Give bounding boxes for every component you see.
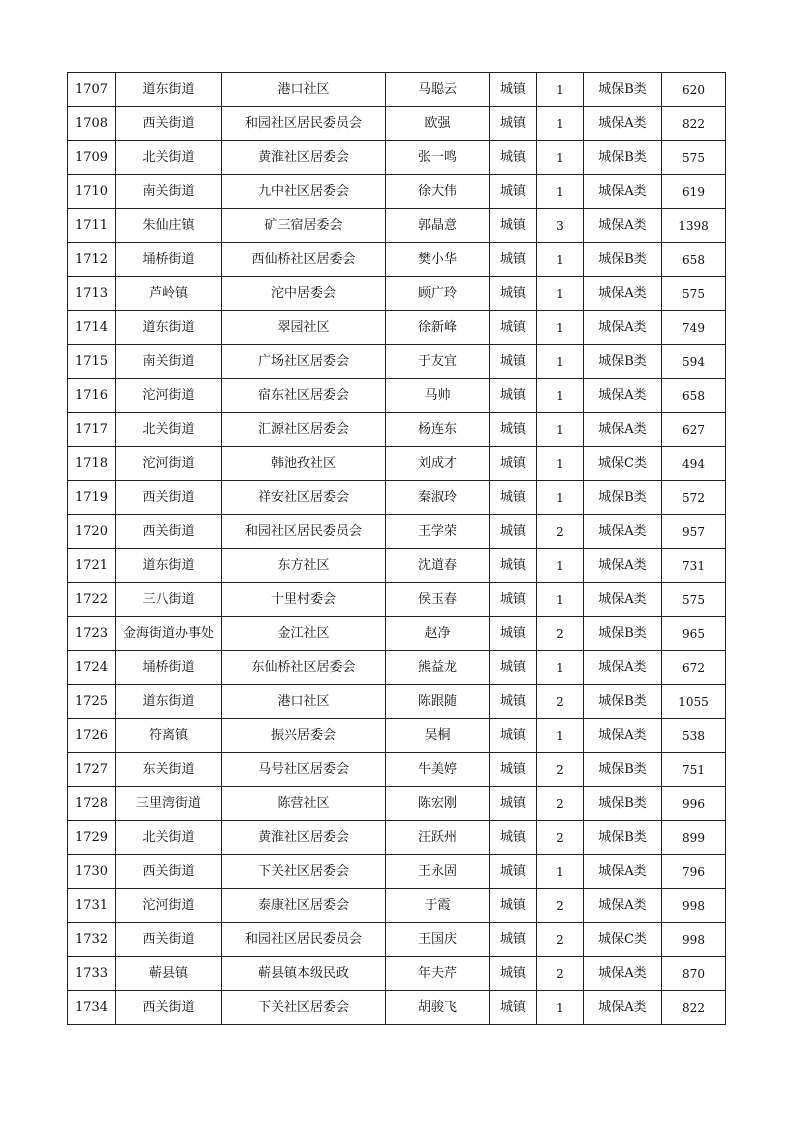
- row-id-cell: 1729: [68, 821, 116, 855]
- street-cell: 道东街道: [116, 549, 222, 583]
- category-cell: 城保B类: [584, 243, 662, 277]
- amount-cell: 965: [662, 617, 726, 651]
- category-cell: 城保A类: [584, 583, 662, 617]
- category-cell: 城保A类: [584, 277, 662, 311]
- community-cell: 祥安社区居委会: [222, 481, 386, 515]
- household-count-cell: 2: [537, 821, 584, 855]
- area-type-cell: 城镇: [490, 107, 537, 141]
- community-cell: 西仙桥社区居委会: [222, 243, 386, 277]
- community-cell: 翠园社区: [222, 311, 386, 345]
- table-row: [68, 855, 726, 889]
- household-count-cell: 2: [537, 617, 584, 651]
- household-count-cell: 2: [537, 787, 584, 821]
- household-count-cell: 2: [537, 889, 584, 923]
- area-type-cell: 城镇: [490, 719, 537, 753]
- table-row: [68, 141, 726, 175]
- street-cell: 北关街道: [116, 413, 222, 447]
- row-id-cell: 1726: [68, 719, 116, 753]
- amount-cell: 572: [662, 481, 726, 515]
- street-cell: 芦岭镇: [116, 277, 222, 311]
- table-row: [68, 447, 726, 481]
- amount-cell: 731: [662, 549, 726, 583]
- category-cell: 城保B类: [584, 821, 662, 855]
- person-name-cell: 于霞: [386, 889, 490, 923]
- row-id-cell: 1716: [68, 379, 116, 413]
- person-name-cell: 郭晶意: [386, 209, 490, 243]
- row-id-cell: 1722: [68, 583, 116, 617]
- table-row: [68, 889, 726, 923]
- household-count-cell: 2: [537, 923, 584, 957]
- row-id-cell: 1708: [68, 107, 116, 141]
- street-cell: 西关街道: [116, 855, 222, 889]
- area-type-cell: 城镇: [490, 175, 537, 209]
- community-cell: 陈营社区: [222, 787, 386, 821]
- row-id-cell: 1713: [68, 277, 116, 311]
- relief-roster-table: [67, 72, 726, 1025]
- area-type-cell: 城镇: [490, 583, 537, 617]
- community-cell: 下关社区居委会: [222, 991, 386, 1025]
- row-id-cell: 1715: [68, 345, 116, 379]
- row-id-cell: 1731: [68, 889, 116, 923]
- area-type-cell: 城镇: [490, 549, 537, 583]
- area-type-cell: 城镇: [490, 651, 537, 685]
- amount-cell: 998: [662, 923, 726, 957]
- household-count-cell: 2: [537, 957, 584, 991]
- street-cell: 沱河街道: [116, 379, 222, 413]
- table-row: [68, 311, 726, 345]
- category-cell: 城保A类: [584, 175, 662, 209]
- amount-cell: 575: [662, 277, 726, 311]
- street-cell: 埇桥街道: [116, 651, 222, 685]
- amount-cell: 672: [662, 651, 726, 685]
- row-id-cell: 1707: [68, 73, 116, 107]
- amount-cell: 870: [662, 957, 726, 991]
- person-name-cell: 熊益龙: [386, 651, 490, 685]
- amount-cell: 620: [662, 73, 726, 107]
- household-count-cell: 1: [537, 583, 584, 617]
- amount-cell: 627: [662, 413, 726, 447]
- area-type-cell: 城镇: [490, 243, 537, 277]
- table-row: [68, 379, 726, 413]
- category-cell: 城保A类: [584, 515, 662, 549]
- household-count-cell: 1: [537, 413, 584, 447]
- street-cell: 西关街道: [116, 923, 222, 957]
- household-count-cell: 2: [537, 753, 584, 787]
- amount-cell: 751: [662, 753, 726, 787]
- category-cell: 城保B类: [584, 617, 662, 651]
- street-cell: 道东街道: [116, 73, 222, 107]
- row-id-cell: 1709: [68, 141, 116, 175]
- area-type-cell: 城镇: [490, 345, 537, 379]
- community-cell: 宿东社区居委会: [222, 379, 386, 413]
- table-row: [68, 549, 726, 583]
- person-name-cell: 顾广玲: [386, 277, 490, 311]
- household-count-cell: 1: [537, 719, 584, 753]
- category-cell: 城保B类: [584, 685, 662, 719]
- community-cell: 九中社区居委会: [222, 175, 386, 209]
- person-name-cell: 于友宜: [386, 345, 490, 379]
- community-cell: 下关社区居委会: [222, 855, 386, 889]
- row-id-cell: 1732: [68, 923, 116, 957]
- community-cell: 东方社区: [222, 549, 386, 583]
- amount-cell: 899: [662, 821, 726, 855]
- row-id-cell: 1714: [68, 311, 116, 345]
- community-cell: 黄淮社区居委会: [222, 141, 386, 175]
- row-id-cell: 1734: [68, 991, 116, 1025]
- person-name-cell: 陈宏刚: [386, 787, 490, 821]
- community-cell: 韩池孜社区: [222, 447, 386, 481]
- table-row: [68, 209, 726, 243]
- amount-cell: 822: [662, 991, 726, 1025]
- household-count-cell: 2: [537, 515, 584, 549]
- household-count-cell: 3: [537, 209, 584, 243]
- person-name-cell: 徐大伟: [386, 175, 490, 209]
- household-count-cell: 1: [537, 379, 584, 413]
- household-count-cell: 1: [537, 73, 584, 107]
- table-row: [68, 277, 726, 311]
- row-id-cell: 1728: [68, 787, 116, 821]
- street-cell: 朱仙庄镇: [116, 209, 222, 243]
- table-row: [68, 243, 726, 277]
- area-type-cell: 城镇: [490, 481, 537, 515]
- area-type-cell: 城镇: [490, 73, 537, 107]
- community-cell: 港口社区: [222, 685, 386, 719]
- street-cell: 沱河街道: [116, 447, 222, 481]
- area-type-cell: 城镇: [490, 685, 537, 719]
- community-cell: 港口社区: [222, 73, 386, 107]
- community-cell: 和园社区居民委员会: [222, 923, 386, 957]
- row-id-cell: 1720: [68, 515, 116, 549]
- community-cell: 东仙桥社区居委会: [222, 651, 386, 685]
- category-cell: 城保A类: [584, 413, 662, 447]
- amount-cell: 619: [662, 175, 726, 209]
- area-type-cell: 城镇: [490, 957, 537, 991]
- street-cell: 南关街道: [116, 345, 222, 379]
- amount-cell: 1055: [662, 685, 726, 719]
- category-cell: 城保C类: [584, 447, 662, 481]
- person-name-cell: 秦淑玲: [386, 481, 490, 515]
- area-type-cell: 城镇: [490, 379, 537, 413]
- person-name-cell: 王国庆: [386, 923, 490, 957]
- row-id-cell: 1718: [68, 447, 116, 481]
- person-name-cell: 欧强: [386, 107, 490, 141]
- category-cell: 城保A类: [584, 311, 662, 345]
- row-id-cell: 1733: [68, 957, 116, 991]
- community-cell: 矿三宿居委会: [222, 209, 386, 243]
- table-row: [68, 685, 726, 719]
- street-cell: 东关街道: [116, 753, 222, 787]
- amount-cell: 957: [662, 515, 726, 549]
- household-count-cell: 1: [537, 311, 584, 345]
- area-type-cell: 城镇: [490, 991, 537, 1025]
- category-cell: 城保B类: [584, 787, 662, 821]
- amount-cell: 575: [662, 583, 726, 617]
- category-cell: 城保B类: [584, 345, 662, 379]
- table-row: [68, 481, 726, 515]
- row-id-cell: 1717: [68, 413, 116, 447]
- street-cell: 埇桥街道: [116, 243, 222, 277]
- amount-cell: 998: [662, 889, 726, 923]
- person-name-cell: 王学荣: [386, 515, 490, 549]
- street-cell: 道东街道: [116, 311, 222, 345]
- amount-cell: 538: [662, 719, 726, 753]
- table-row: [68, 617, 726, 651]
- household-count-cell: 1: [537, 277, 584, 311]
- area-type-cell: 城镇: [490, 821, 537, 855]
- area-type-cell: 城镇: [490, 855, 537, 889]
- street-cell: 西关街道: [116, 481, 222, 515]
- row-id-cell: 1721: [68, 549, 116, 583]
- person-name-cell: 马帅: [386, 379, 490, 413]
- community-cell: 沱中居委会: [222, 277, 386, 311]
- community-cell: 十里村委会: [222, 583, 386, 617]
- category-cell: 城保A类: [584, 379, 662, 413]
- person-name-cell: 汪跃州: [386, 821, 490, 855]
- category-cell: 城保B类: [584, 141, 662, 175]
- person-name-cell: 吴桐: [386, 719, 490, 753]
- street-cell: 三里湾街道: [116, 787, 222, 821]
- person-name-cell: 马聪云: [386, 73, 490, 107]
- person-name-cell: 年夫芹: [386, 957, 490, 991]
- community-cell: 金江社区: [222, 617, 386, 651]
- table-row: [68, 583, 726, 617]
- person-name-cell: 胡骏飞: [386, 991, 490, 1025]
- table-row: [68, 73, 726, 107]
- household-count-cell: 1: [537, 481, 584, 515]
- street-cell: 金海街道办事处: [116, 617, 222, 651]
- community-cell: 泰康社区居委会: [222, 889, 386, 923]
- category-cell: 城保B类: [584, 481, 662, 515]
- area-type-cell: 城镇: [490, 753, 537, 787]
- street-cell: 道东街道: [116, 685, 222, 719]
- household-count-cell: 1: [537, 447, 584, 481]
- category-cell: 城保A类: [584, 651, 662, 685]
- street-cell: 北关街道: [116, 821, 222, 855]
- area-type-cell: 城镇: [490, 515, 537, 549]
- amount-cell: 575: [662, 141, 726, 175]
- row-id-cell: 1725: [68, 685, 116, 719]
- household-count-cell: 1: [537, 243, 584, 277]
- community-cell: 汇源社区居委会: [222, 413, 386, 447]
- amount-cell: 1398: [662, 209, 726, 243]
- area-type-cell: 城镇: [490, 141, 537, 175]
- community-cell: 黄淮社区居委会: [222, 821, 386, 855]
- category-cell: 城保A类: [584, 991, 662, 1025]
- person-name-cell: 赵净: [386, 617, 490, 651]
- category-cell: 城保A类: [584, 549, 662, 583]
- household-count-cell: 2: [537, 685, 584, 719]
- category-cell: 城保A类: [584, 107, 662, 141]
- table-row: [68, 957, 726, 991]
- area-type-cell: 城镇: [490, 889, 537, 923]
- area-type-cell: 城镇: [490, 617, 537, 651]
- amount-cell: 594: [662, 345, 726, 379]
- person-name-cell: 刘成才: [386, 447, 490, 481]
- person-name-cell: 樊小华: [386, 243, 490, 277]
- household-count-cell: 1: [537, 651, 584, 685]
- street-cell: 北关街道: [116, 141, 222, 175]
- category-cell: 城保A类: [584, 855, 662, 889]
- area-type-cell: 城镇: [490, 787, 537, 821]
- table-row: [68, 175, 726, 209]
- household-count-cell: 1: [537, 107, 584, 141]
- person-name-cell: 沈道春: [386, 549, 490, 583]
- table-row: [68, 107, 726, 141]
- street-cell: 符离镇: [116, 719, 222, 753]
- community-cell: 广场社区居委会: [222, 345, 386, 379]
- amount-cell: 996: [662, 787, 726, 821]
- street-cell: 蕲县镇: [116, 957, 222, 991]
- category-cell: 城保C类: [584, 923, 662, 957]
- amount-cell: 822: [662, 107, 726, 141]
- row-id-cell: 1712: [68, 243, 116, 277]
- household-count-cell: 1: [537, 345, 584, 379]
- table-row: [68, 345, 726, 379]
- street-cell: 三八街道: [116, 583, 222, 617]
- street-cell: 西关街道: [116, 515, 222, 549]
- area-type-cell: 城镇: [490, 923, 537, 957]
- household-count-cell: 1: [537, 141, 584, 175]
- table-row: [68, 821, 726, 855]
- household-count-cell: 1: [537, 175, 584, 209]
- table-row: [68, 753, 726, 787]
- person-name-cell: 张一鸣: [386, 141, 490, 175]
- row-id-cell: 1723: [68, 617, 116, 651]
- table-row: [68, 515, 726, 549]
- street-cell: 沱河街道: [116, 889, 222, 923]
- street-cell: 西关街道: [116, 107, 222, 141]
- person-name-cell: 牛美婷: [386, 753, 490, 787]
- row-id-cell: 1719: [68, 481, 116, 515]
- household-count-cell: 1: [537, 855, 584, 889]
- community-cell: 振兴居委会: [222, 719, 386, 753]
- person-name-cell: 杨连东: [386, 413, 490, 447]
- category-cell: 城保A类: [584, 719, 662, 753]
- area-type-cell: 城镇: [490, 413, 537, 447]
- table-row: [68, 787, 726, 821]
- community-cell: 蕲县镇本级民政: [222, 957, 386, 991]
- person-name-cell: 侯玉春: [386, 583, 490, 617]
- street-cell: 西关街道: [116, 991, 222, 1025]
- area-type-cell: 城镇: [490, 311, 537, 345]
- row-id-cell: 1730: [68, 855, 116, 889]
- table-row: [68, 413, 726, 447]
- row-id-cell: 1711: [68, 209, 116, 243]
- table-row: [68, 923, 726, 957]
- person-name-cell: 徐新峰: [386, 311, 490, 345]
- amount-cell: 749: [662, 311, 726, 345]
- row-id-cell: 1727: [68, 753, 116, 787]
- household-count-cell: 1: [537, 991, 584, 1025]
- area-type-cell: 城镇: [490, 209, 537, 243]
- category-cell: 城保B类: [584, 73, 662, 107]
- person-name-cell: 陈跟随: [386, 685, 490, 719]
- amount-cell: 658: [662, 379, 726, 413]
- table-row: [68, 991, 726, 1025]
- category-cell: 城保B类: [584, 753, 662, 787]
- table-row: [68, 651, 726, 685]
- area-type-cell: 城镇: [490, 447, 537, 481]
- household-count-cell: 1: [537, 549, 584, 583]
- category-cell: 城保A类: [584, 957, 662, 991]
- community-cell: 马号社区居委会: [222, 753, 386, 787]
- area-type-cell: 城镇: [490, 277, 537, 311]
- category-cell: 城保A类: [584, 209, 662, 243]
- amount-cell: 494: [662, 447, 726, 481]
- person-name-cell: 王永固: [386, 855, 490, 889]
- category-cell: 城保A类: [584, 889, 662, 923]
- amount-cell: 796: [662, 855, 726, 889]
- community-cell: 和园社区居民委员会: [222, 515, 386, 549]
- amount-cell: 658: [662, 243, 726, 277]
- row-id-cell: 1724: [68, 651, 116, 685]
- street-cell: 南关街道: [116, 175, 222, 209]
- table-row: [68, 719, 726, 753]
- community-cell: 和园社区居民委员会: [222, 107, 386, 141]
- row-id-cell: 1710: [68, 175, 116, 209]
